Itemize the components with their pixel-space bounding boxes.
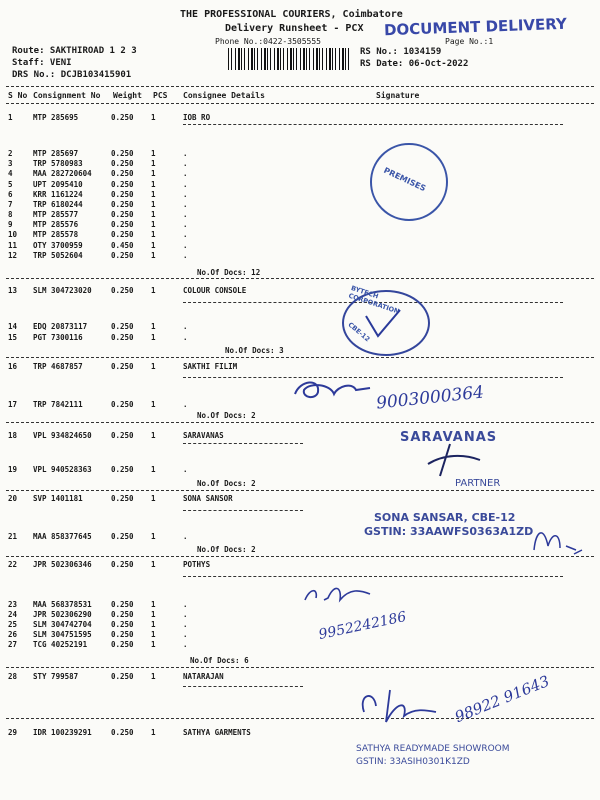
pieces: 1 — [151, 431, 156, 440]
consignment-number: EDQ 20873117 — [33, 322, 88, 331]
consignee-details: . — [183, 333, 188, 342]
weight: 0.250 — [111, 532, 134, 541]
section-divider — [6, 422, 594, 423]
consignee-details: SATHYA GARMENTS — [183, 728, 251, 737]
consignment-number: MTP 285695 — [33, 113, 79, 122]
barcode-bar — [306, 48, 307, 70]
consignment-number: JPR 502306290 — [33, 610, 92, 619]
barcode-bar — [274, 48, 275, 70]
serial-number: 12 — [8, 251, 18, 260]
consignee-details: . — [183, 241, 188, 250]
pieces: 1 — [151, 672, 156, 681]
serial-number: 18 — [8, 431, 18, 440]
serial-number: 23 — [8, 600, 18, 609]
weight: 0.250 — [111, 230, 134, 239]
table-row — [0, 230, 600, 241]
divider — [6, 103, 594, 104]
barcode-bar — [280, 48, 281, 70]
signature-sona — [530, 520, 590, 560]
barcode-bar — [283, 48, 284, 70]
consignee-details: . — [183, 640, 188, 649]
barcode-bar — [345, 48, 346, 70]
column-pcs: PCS — [153, 91, 168, 100]
barcode-bar — [313, 48, 314, 70]
serial-number: 1 — [8, 113, 13, 122]
weight: 0.250 — [111, 322, 134, 331]
weight: 0.250 — [111, 610, 134, 619]
barcode-bar — [309, 48, 310, 70]
consignment-number: VPL 934824650 — [33, 431, 92, 440]
table-row — [0, 728, 600, 739]
consignee-details: . — [183, 532, 188, 541]
signature-natarajan — [356, 682, 446, 726]
serial-number: 5 — [8, 180, 13, 189]
consignment-number: SLM 304723020 — [33, 286, 92, 295]
weight: 0.250 — [111, 362, 134, 371]
barcode-bar — [296, 48, 297, 70]
barcode-bar — [287, 48, 288, 70]
pieces: 1 — [151, 728, 156, 737]
barcode — [228, 48, 352, 70]
weight: 0.250 — [111, 180, 134, 189]
barcode-bar — [238, 48, 240, 70]
partner-stamp: PARTNER — [455, 478, 501, 489]
consignee-details: NATARAJAN — [183, 672, 224, 681]
pieces: 1 — [151, 241, 156, 250]
table-row — [0, 251, 600, 262]
barcode-bar — [244, 48, 245, 70]
column-signature: Signature — [376, 91, 420, 100]
consignment-number: TCG 40252191 — [33, 640, 88, 649]
serial-number: 13 — [8, 286, 18, 295]
consignee-details: . — [183, 149, 188, 158]
pieces: 1 — [151, 149, 156, 158]
document-delivery-stamp: DOCUMENT DELIVERY — [383, 14, 568, 40]
barcode-bar — [300, 48, 301, 70]
barcode-bar — [235, 48, 236, 70]
pieces: 1 — [151, 200, 156, 209]
consignee-details: . — [183, 230, 188, 239]
barcode-bar — [231, 48, 232, 70]
consignment-number: MTP 285576 — [33, 220, 79, 229]
consignment-number: TRP 5780983 — [33, 159, 83, 168]
consignee-details: . — [183, 200, 188, 209]
pieces: 1 — [151, 600, 156, 609]
pieces: 1 — [151, 113, 156, 122]
section-divider — [6, 357, 594, 358]
consignment-number: MTP 285578 — [33, 230, 79, 239]
table-row — [0, 560, 600, 571]
barcode-bar — [329, 48, 331, 70]
consignment-number: KRR 1161224 — [33, 190, 83, 199]
weight: 0.250 — [111, 220, 134, 229]
serial-number: 3 — [8, 159, 13, 168]
consignee-details: . — [183, 322, 188, 331]
consignee-details: . — [183, 400, 188, 409]
serial-number: 14 — [8, 322, 18, 331]
sathya-stamp-line2: GSTIN: 33ASIH0301K1ZD — [356, 757, 470, 767]
divider — [6, 86, 594, 87]
serial-number: 26 — [8, 630, 18, 639]
barcode-bar — [293, 48, 294, 70]
saravanas-stamp: SARAVANAS — [400, 430, 498, 445]
table-row — [0, 672, 600, 683]
serial-number: 29 — [8, 728, 18, 737]
divider — [183, 510, 303, 511]
pieces: 1 — [151, 230, 156, 239]
barcode-bar — [339, 48, 340, 70]
consignment-number: MTP 285697 — [33, 149, 79, 158]
consignment-number: UPT 2095410 — [33, 180, 83, 189]
weight: 0.250 — [111, 113, 134, 122]
table-row — [0, 113, 600, 124]
doc-count: No.Of Docs: 3 — [225, 346, 284, 355]
pieces: 1 — [151, 190, 156, 199]
pieces: 1 — [151, 362, 156, 371]
sathya-stamp-line1: SATHYA READYMADE SHOWROOM — [356, 744, 510, 754]
pieces: 1 — [151, 333, 156, 342]
pieces: 1 — [151, 630, 156, 639]
consignment-number: SLM 304751595 — [33, 630, 92, 639]
serial-number: 19 — [8, 465, 18, 474]
handwritten-phone: 9003000364 — [375, 382, 485, 414]
sona-stamp-line2: GSTIN: 33AAWFS0363A1ZD — [364, 525, 534, 538]
weight: 0.250 — [111, 400, 134, 409]
serial-number: 25 — [8, 620, 18, 629]
table-row — [0, 333, 600, 344]
drs-number: DRS No.: DCJB103415901 — [12, 70, 132, 80]
consignment-number: MTP 285577 — [33, 210, 79, 219]
consignee-details: POTHYS — [183, 560, 211, 569]
signature-saravanas — [420, 440, 490, 480]
phone-number: Phone No.:0422-3505555 — [215, 37, 321, 46]
handwritten-phone: 9952242186 — [317, 608, 408, 644]
table-row — [0, 494, 600, 505]
consignee-details: COLOUR CONSOLE — [183, 286, 247, 295]
barcode-bar — [257, 48, 258, 70]
serial-number: 21 — [8, 532, 18, 541]
section-divider — [6, 556, 594, 557]
weight: 0.250 — [111, 190, 134, 199]
consignee-details: SONA SANSOR — [183, 494, 233, 503]
weight: 0.250 — [111, 640, 134, 649]
consignee-details: . — [183, 610, 188, 619]
consignee-details: . — [183, 251, 188, 260]
consignee-details: IOB RO — [183, 113, 211, 122]
consignee-details: . — [183, 220, 188, 229]
section-divider — [6, 490, 594, 491]
table-row — [0, 431, 600, 442]
serial-number: 10 — [8, 230, 18, 239]
weight: 0.250 — [111, 494, 134, 503]
column-consignment: Consignment No — [33, 91, 101, 100]
pieces: 1 — [151, 210, 156, 219]
pieces: 1 — [151, 610, 156, 619]
barcode-bar — [319, 48, 320, 70]
doc-count: No.Of Docs: 2 — [197, 411, 256, 420]
barcode-bar — [248, 48, 249, 70]
barcode-bar — [261, 48, 262, 70]
serial-number: 4 — [8, 169, 13, 178]
weight: 0.250 — [111, 149, 134, 158]
pieces: 1 — [151, 159, 156, 168]
barcode-bar — [270, 48, 271, 70]
barcode-bar — [228, 48, 229, 70]
bytech-stamp-text: BYTECH CORPORATION — [347, 284, 401, 316]
consignment-number: TRP 6180244 — [33, 200, 83, 209]
serial-number: 20 — [8, 494, 18, 503]
serial-number: 6 — [8, 190, 13, 199]
weight: 0.250 — [111, 286, 134, 295]
pieces: 1 — [151, 620, 156, 629]
pieces: 1 — [151, 169, 156, 178]
pieces: 1 — [151, 465, 156, 474]
consignment-number: MAA 568378531 — [33, 600, 92, 609]
consignment-number: SVP 1401181 — [33, 494, 83, 503]
doc-count: No.Of Docs: 2 — [197, 545, 256, 554]
consignment-number: TRP 5052604 — [33, 251, 83, 260]
serial-number: 9 — [8, 220, 13, 229]
consignee-details: SAKTHI FILIM — [183, 362, 238, 371]
consignee-details: SARAVANAS — [183, 431, 224, 440]
consignment-number: TRP 4687857 — [33, 362, 83, 371]
weight: 0.250 — [111, 333, 134, 342]
serial-number: 16 — [8, 362, 18, 371]
weight: 0.250 — [111, 431, 134, 440]
barcode-bar — [277, 48, 279, 70]
consignment-number: STY 799587 — [33, 672, 79, 681]
weight: 0.250 — [111, 672, 134, 681]
barcode-bar — [348, 48, 349, 70]
route: Route: SAKTHIROAD 1 2 3 — [12, 46, 137, 56]
divider — [183, 443, 303, 444]
section-divider — [6, 667, 594, 668]
column-sno: S No — [8, 91, 28, 100]
column-weight: Weight — [113, 91, 142, 100]
premises-stamp-text: PREMISES — [382, 165, 428, 194]
serial-number: 28 — [8, 672, 18, 681]
consignment-number: TRP 7842111 — [33, 400, 83, 409]
weight: 0.450 — [111, 241, 134, 250]
sona-stamp-line1: SONA SANSAR, CBE-12 — [374, 511, 516, 524]
table-row — [0, 465, 600, 476]
weight: 0.250 — [111, 169, 134, 178]
rs-number: RS No.: 1034159 — [360, 47, 442, 57]
barcode-bar — [342, 48, 344, 70]
consignee-details: . — [183, 600, 188, 609]
barcode-bar — [254, 48, 255, 70]
weight: 0.250 — [111, 465, 134, 474]
divider — [183, 576, 563, 577]
weight: 0.250 — [111, 251, 134, 260]
pieces: 1 — [151, 532, 156, 541]
divider — [183, 124, 563, 125]
weight: 0.250 — [111, 600, 134, 609]
signature-mark — [364, 308, 404, 340]
handwritten-phone: 98922 91643 — [452, 671, 552, 727]
barcode-bar — [241, 48, 242, 70]
consignment-number: OTY 3700959 — [33, 241, 83, 250]
staff: Staff: VENI — [12, 58, 72, 68]
consignee-details: . — [183, 169, 188, 178]
bytech-stamp-subtext: CBE-12 — [346, 320, 372, 344]
section-divider — [6, 718, 594, 719]
pieces: 1 — [151, 251, 156, 260]
rs-date: RS Date: 06-Oct-2022 — [360, 59, 469, 69]
consignment-number: MAA 858377645 — [33, 532, 92, 541]
doc-count: No.Of Docs: 6 — [190, 656, 249, 665]
pieces: 1 — [151, 220, 156, 229]
serial-number: 15 — [8, 333, 18, 342]
weight: 0.250 — [111, 620, 134, 629]
divider — [183, 686, 303, 687]
serial-number: 11 — [8, 241, 18, 250]
consignee-details: . — [183, 190, 188, 199]
pieces: 1 — [151, 400, 156, 409]
weight: 0.250 — [111, 728, 134, 737]
weight: 0.250 — [111, 560, 134, 569]
barcode-bar — [303, 48, 305, 70]
pieces: 1 — [151, 494, 156, 503]
serial-number: 27 — [8, 640, 18, 649]
doc-count: No.Of Docs: 2 — [197, 479, 256, 488]
signature-pothys — [300, 580, 410, 610]
table-row — [0, 286, 600, 297]
barcode-bar — [326, 48, 327, 70]
weight: 0.250 — [111, 159, 134, 168]
consignment-number: JPR 502306346 — [33, 560, 92, 569]
document-title: Delivery Runsheet - PCX — [225, 23, 364, 34]
barcode-bar — [332, 48, 333, 70]
consignment-number: IDR 100239291 — [33, 728, 92, 737]
barcode-bar — [335, 48, 336, 70]
pieces: 1 — [151, 180, 156, 189]
doc-count: No.Of Docs: 12 — [197, 268, 261, 277]
serial-number: 24 — [8, 610, 18, 619]
table-row — [0, 640, 600, 651]
premises-stamp — [370, 143, 448, 221]
consignee-details: . — [183, 465, 188, 474]
serial-number: 8 — [8, 210, 13, 219]
section-divider — [6, 278, 594, 279]
consignee-details: . — [183, 630, 188, 639]
table-row — [0, 322, 600, 333]
consignment-number: MAA 282720604 — [33, 169, 92, 178]
barcode-bar — [251, 48, 253, 70]
pieces: 1 — [151, 560, 156, 569]
pieces: 1 — [151, 640, 156, 649]
consignee-details: . — [183, 180, 188, 189]
barcode-bar — [264, 48, 266, 70]
company-name: THE PROFESSIONAL COURIERS, Coimbatore — [180, 9, 403, 20]
consignment-number: VPL 940528363 — [33, 465, 92, 474]
serial-number: 22 — [8, 560, 18, 569]
serial-number: 17 — [8, 400, 18, 409]
consignee-details: . — [183, 620, 188, 629]
consignee-details: . — [183, 159, 188, 168]
serial-number: 7 — [8, 200, 13, 209]
table-row — [0, 169, 600, 180]
column-consignee: Consignee Details — [183, 91, 265, 100]
barcode-bar — [316, 48, 318, 70]
page-number: Page No.:1 — [445, 37, 494, 46]
barcode-bar — [322, 48, 323, 70]
consignment-number: SLM 304742704 — [33, 620, 92, 629]
barcode-bar — [290, 48, 292, 70]
weight: 0.250 — [111, 200, 134, 209]
consignee-details: . — [183, 210, 188, 219]
bytech-stamp — [342, 284, 430, 356]
weight: 0.250 — [111, 210, 134, 219]
pieces: 1 — [151, 322, 156, 331]
barcode-bar — [267, 48, 268, 70]
weight: 0.250 — [111, 630, 134, 639]
serial-number: 2 — [8, 149, 13, 158]
consignment-number: PGT 7300116 — [33, 333, 83, 342]
pieces: 1 — [151, 286, 156, 295]
